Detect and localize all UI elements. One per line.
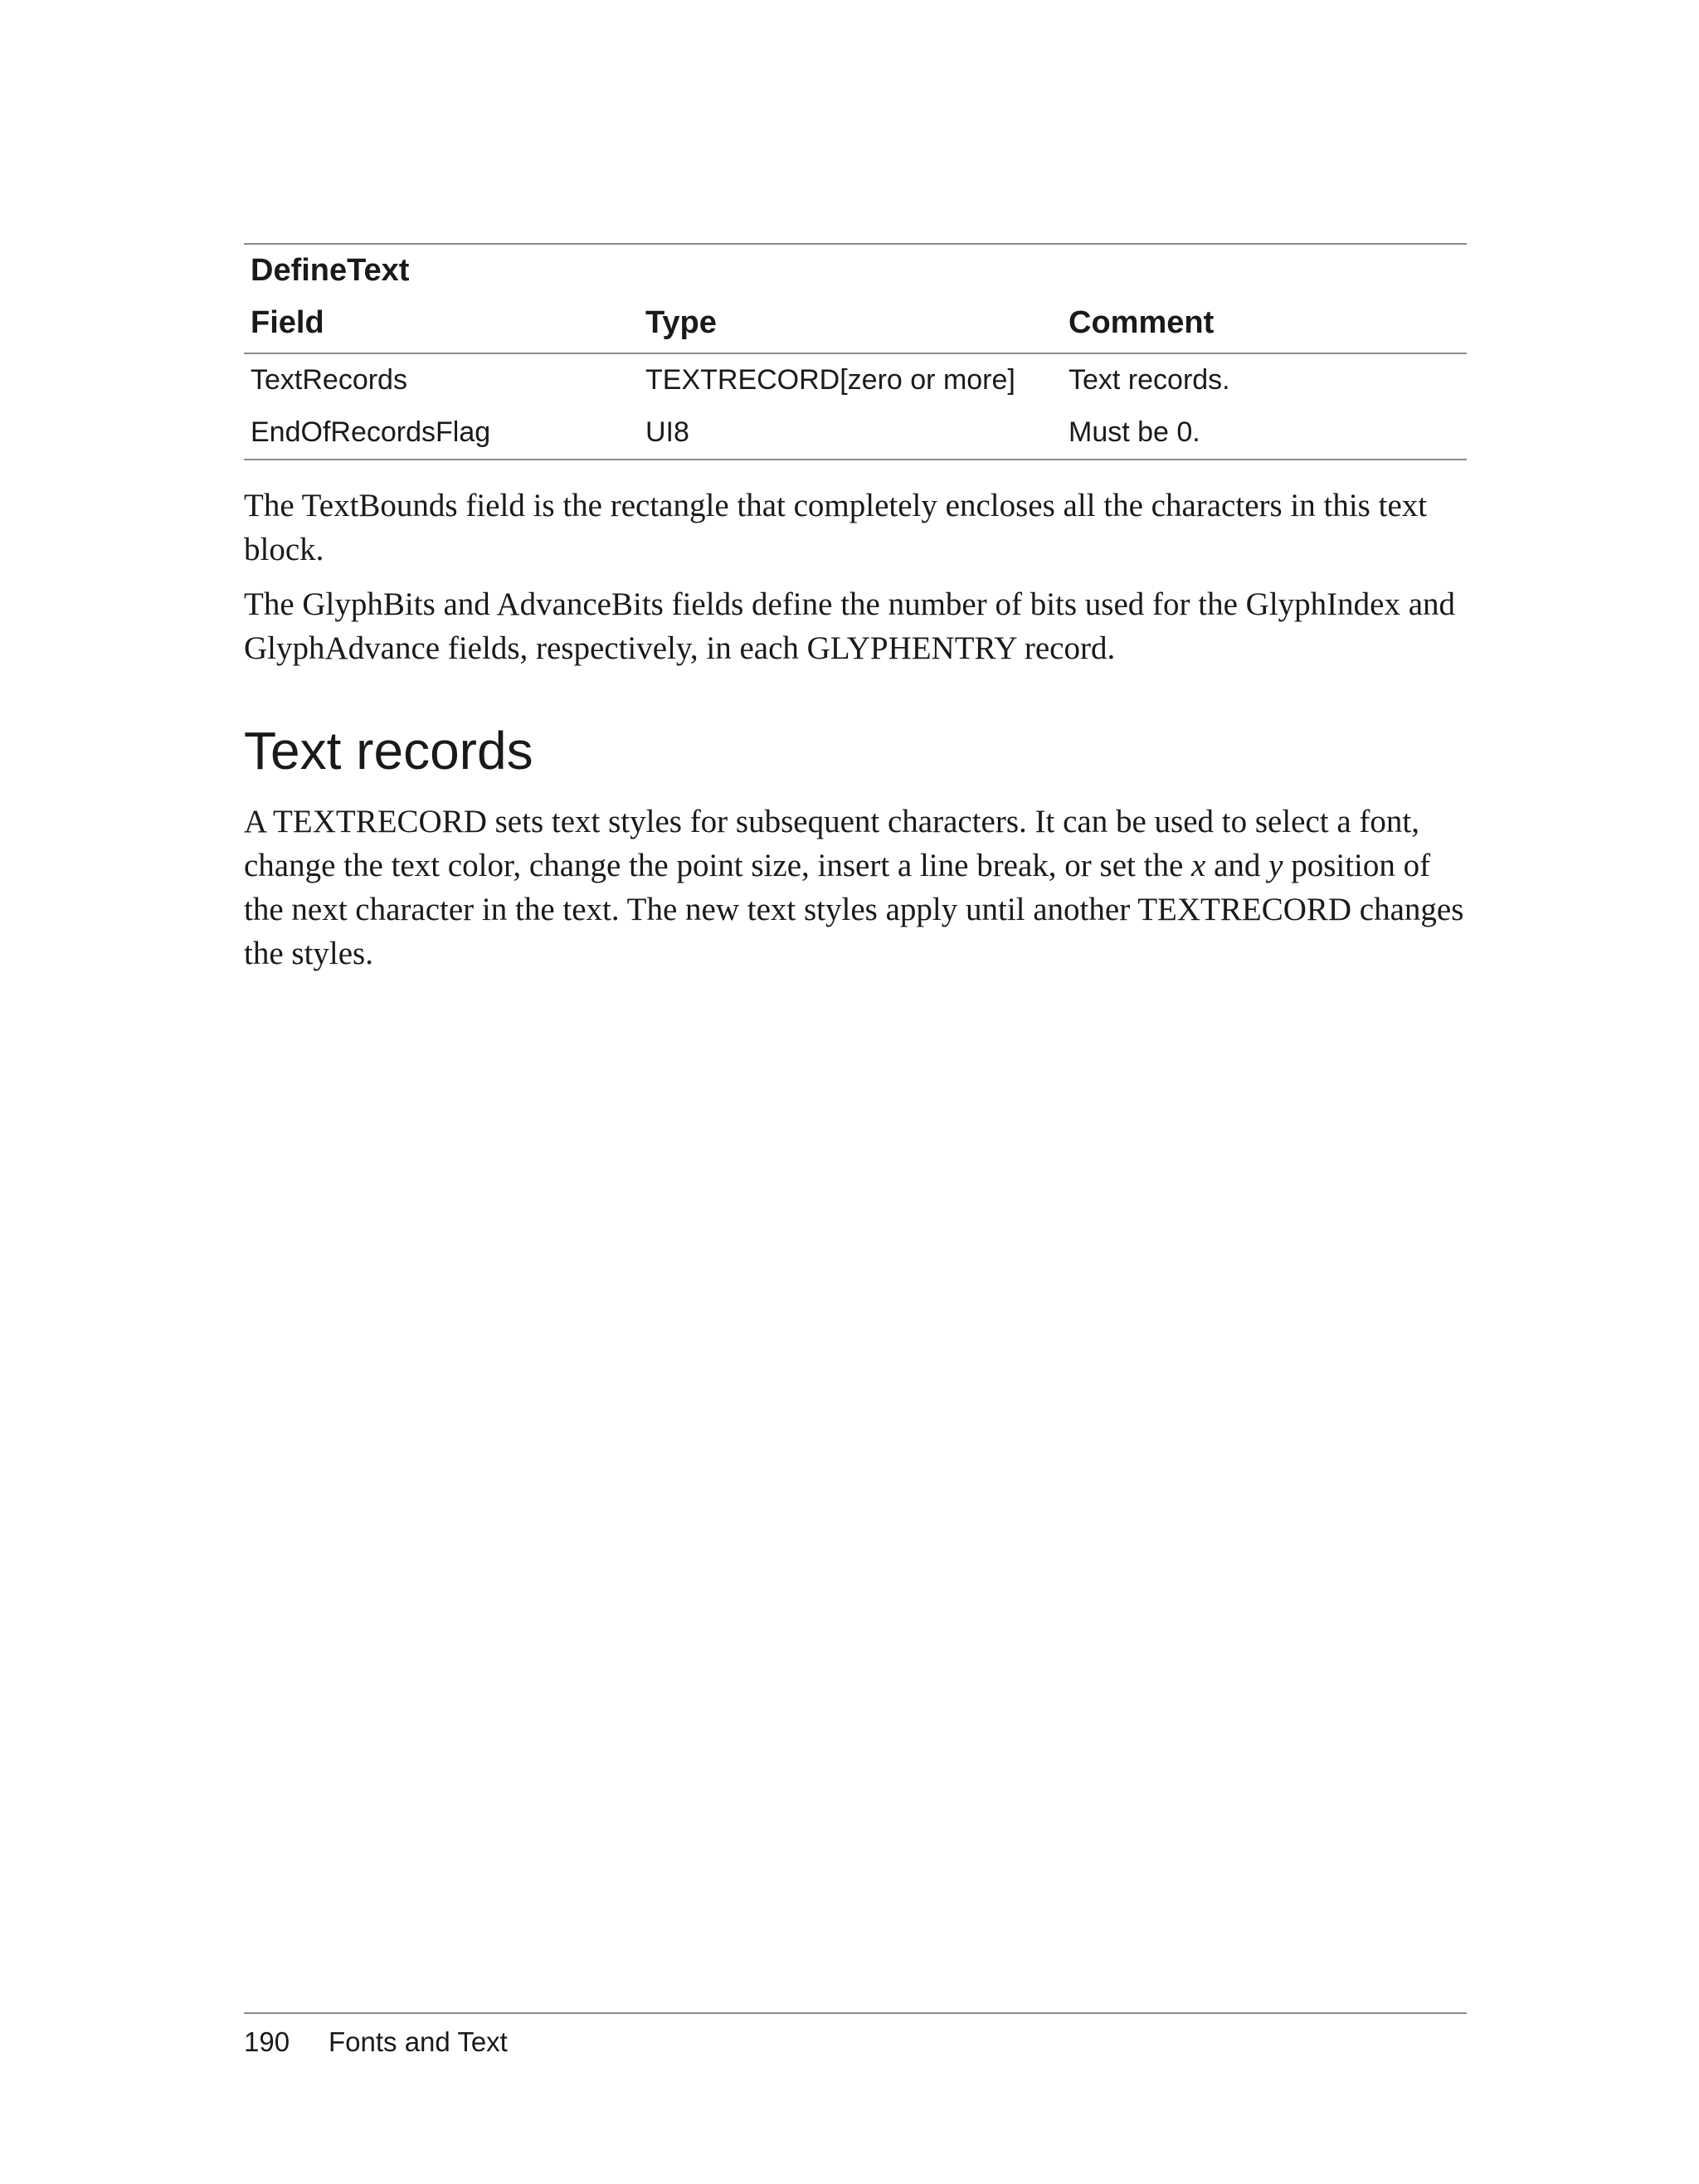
- italic-y: y: [1268, 848, 1283, 883]
- table-bottom-rule: [244, 459, 1467, 460]
- column-header-field: Field: [251, 304, 324, 340]
- paragraph-glyphbits: The GlyphBits and AdvanceBits fields define the number of bits used for the GlyphIndex and GlyphAdvance fields, respectively, in each GLYPHENTRY record.: [244, 586, 1456, 666]
- table-row: [244, 406, 1467, 459]
- table-title: DefineText: [251, 253, 410, 288]
- definetext-table: [244, 243, 1467, 460]
- column-header-type: Type: [645, 304, 717, 340]
- column-header-comment: Comment: [1069, 304, 1215, 340]
- paragraph-textbounds: The TextBounds field is the rectangle that completely encloses all the characters in this text block.: [244, 488, 1428, 567]
- page-number: 190: [244, 2026, 290, 2057]
- cell-field: TextRecords: [251, 363, 407, 396]
- table-row: [244, 354, 1467, 406]
- paragraph-textrecord: [244, 800, 1472, 975]
- chapter-title: Fonts and Text: [329, 2026, 508, 2057]
- italic-x: x: [1191, 848, 1206, 883]
- paragraph-text: and: [1205, 848, 1269, 883]
- footer-rule: [244, 2012, 1467, 2014]
- table-top-rule: [244, 243, 1467, 245]
- paragraph-text: A TEXTRECORD sets text styles for subsequent characters. It can be used to select a font, change the text color, change the point size, insert a line break, or set the: [244, 804, 1420, 883]
- cell-field: EndOfRecordsFlag: [251, 416, 491, 448]
- cell-comment: Must be 0.: [1069, 416, 1200, 448]
- cell-type: TEXTRECORD[zero or more]: [645, 363, 1015, 396]
- page-footer: [244, 2024, 508, 2060]
- cell-type: UI8: [645, 416, 689, 448]
- section-heading: Text records: [244, 721, 533, 781]
- table-header-row: [244, 293, 1467, 353]
- paragraph-text: position of the next character in the text. The new text styles apply until another TEXTRECORD changes the styles.: [244, 848, 1464, 971]
- cell-comment: Text records.: [1069, 363, 1230, 396]
